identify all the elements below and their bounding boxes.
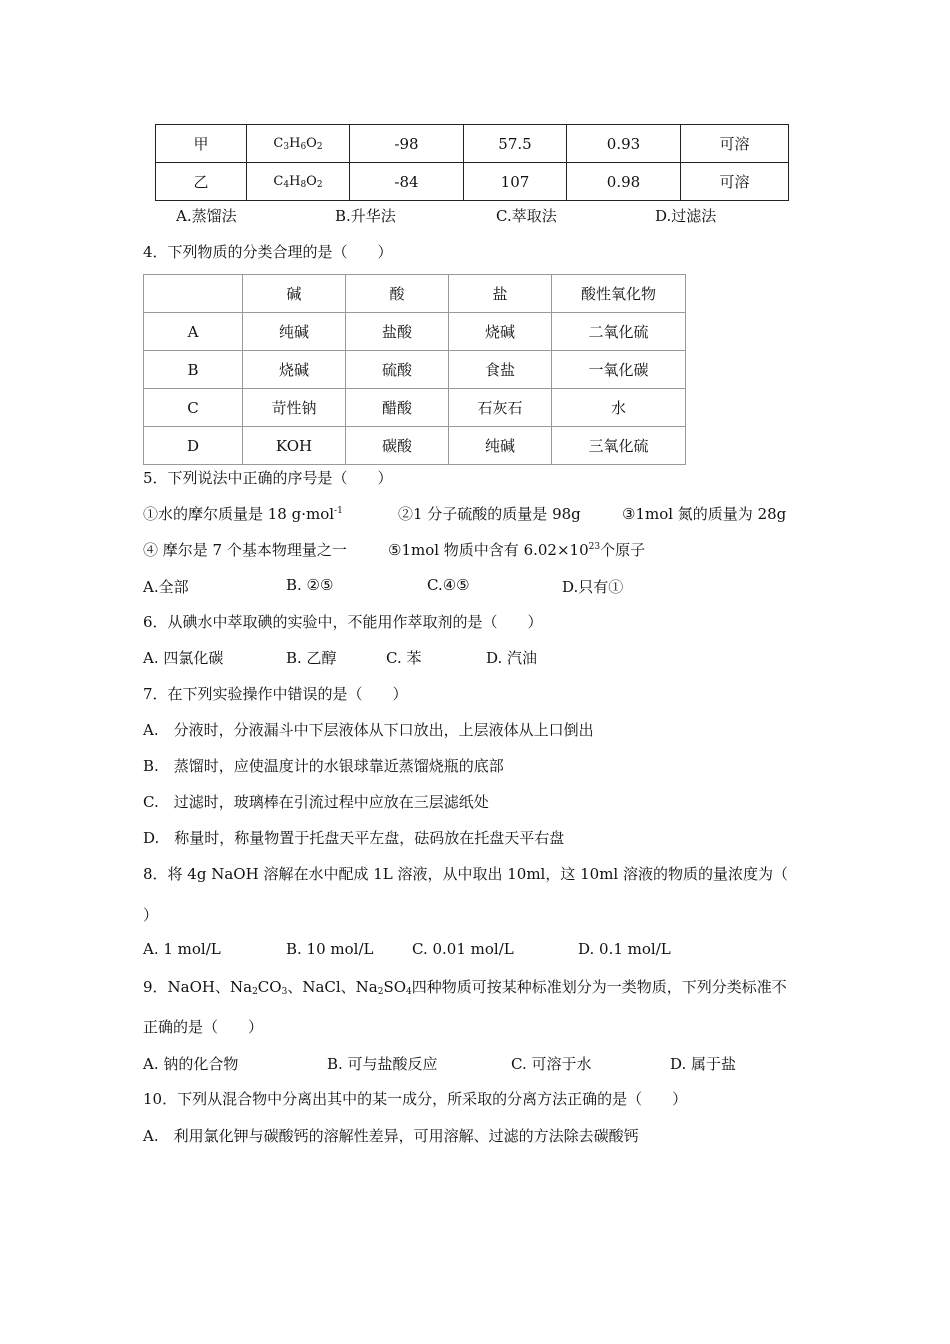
table-cell: -98 bbox=[350, 125, 464, 163]
q7-option-b: B. 蒸馏时，应使温度计的水银球靠近蒸馏烧瓶的底部 bbox=[143, 757, 504, 775]
table-cell: 0.93 bbox=[567, 125, 681, 163]
table-cell: 甲 bbox=[156, 125, 247, 163]
q3-option-b: B.升华法 bbox=[335, 207, 396, 225]
table-cell: 57.5 bbox=[464, 125, 567, 163]
q8-option-c: C. 0.01 mol/L bbox=[412, 940, 514, 958]
table-header-row bbox=[144, 275, 686, 313]
table-header: 酸性氧化物 bbox=[552, 275, 686, 313]
table-cell: 一氧化碳 bbox=[552, 351, 686, 389]
q7-option-a: A. 分液时，分液漏斗中下层液体从下口放出，上层液体从上口倒出 bbox=[143, 721, 594, 739]
question-10-stem: 10．下列从混合物中分离出其中的某一成分，所采取的分离方法正确的是（ ） bbox=[143, 1090, 688, 1108]
table-cell: KOH bbox=[243, 427, 346, 465]
table-cell: 石灰石 bbox=[449, 389, 552, 427]
table-cell: 可溶 bbox=[681, 163, 789, 201]
table-cell: 硫酸 bbox=[346, 351, 449, 389]
table-cell: 盐酸 bbox=[346, 313, 449, 351]
formula-cell: $C_3H_6O_2$ bbox=[247, 125, 350, 163]
q5-statement-1: ①水的摩尔质量是 18 g·mol$^{-1}$ bbox=[143, 505, 343, 523]
question-4-stem: 4．下列物质的分类合理的是（ ） bbox=[143, 243, 393, 261]
q5-statement-4: ④ 摩尔是 7 个基本物理量之一 bbox=[143, 541, 347, 559]
q3-option-c: C.萃取法 bbox=[496, 207, 557, 225]
table-row bbox=[144, 313, 686, 351]
q5-option-d: D.只有① bbox=[562, 578, 624, 596]
q6-option-c: C. 苯 bbox=[386, 649, 422, 667]
table-header bbox=[144, 275, 243, 313]
table-row bbox=[156, 125, 789, 163]
q8-option-b: B. 10 mol/L bbox=[286, 940, 374, 958]
q5-option-b: B. ②⑤ bbox=[286, 576, 334, 594]
question-9-stem: 9．NaOH、$Na_2CO_3$、NaCl、$Na_2SO_4$四种物质可按某种标准划分为一类物质，下列分类标准不 bbox=[143, 978, 787, 997]
property-table bbox=[155, 124, 789, 201]
q3-option-d: D.过滤法 bbox=[655, 207, 717, 225]
table-cell: 二氧化硫 bbox=[552, 313, 686, 351]
q7-option-d: D. 称量时，称量物置于托盘天平左盘，砝码放在托盘天平右盘 bbox=[143, 829, 565, 847]
table-header: 碱 bbox=[243, 275, 346, 313]
question-6-stem: 6．从碘水中萃取碘的实验中，不能用作萃取剂的是（ ） bbox=[143, 613, 543, 631]
table-header: 酸 bbox=[346, 275, 449, 313]
table-cell: 苛性钠 bbox=[243, 389, 346, 427]
table-cell: 可溶 bbox=[681, 125, 789, 163]
q9-option-c: C. 可溶于水 bbox=[511, 1055, 592, 1073]
q6-option-b: B. 乙醇 bbox=[286, 649, 337, 667]
table-cell: A bbox=[144, 313, 243, 351]
table-cell: 水 bbox=[552, 389, 686, 427]
table-cell: 纯碱 bbox=[243, 313, 346, 351]
q8-option-d: D. 0.1 mol/L bbox=[578, 940, 671, 958]
table-cell: 烧碱 bbox=[243, 351, 346, 389]
question-5-stem: 5．下列说法中正确的序号是（ ） bbox=[143, 469, 393, 487]
q8-option-a: A. 1 mol/L bbox=[143, 940, 221, 958]
question-8-stem: 8．将 4g NaOH 溶解在水中配成 1L 溶液，从中取出 10ml，这 10ml 溶液的物质的量浓度为（ bbox=[143, 865, 789, 883]
question-9-stem-cont: 正确的是（ ） bbox=[143, 1018, 264, 1036]
table-cell: 107 bbox=[464, 163, 567, 201]
table-cell: D bbox=[144, 427, 243, 465]
table-cell: 乙 bbox=[156, 163, 247, 201]
question-8-stem-cont: ） bbox=[143, 906, 159, 924]
classification-table bbox=[143, 274, 686, 465]
table-cell: 醋酸 bbox=[346, 389, 449, 427]
table-row bbox=[144, 389, 686, 427]
q5-option-c: C.④⑤ bbox=[427, 576, 470, 594]
table-cell: 纯碱 bbox=[449, 427, 552, 465]
table-cell: 三氧化硫 bbox=[552, 427, 686, 465]
q10-option-a: A. 利用氯化钾与碳酸钙的溶解性差异，可用溶解、过滤的方法除去碳酸钙 bbox=[143, 1127, 639, 1145]
table-cell: 0.98 bbox=[567, 163, 681, 201]
table-header: 盐 bbox=[449, 275, 552, 313]
table-cell: -84 bbox=[350, 163, 464, 201]
q7-option-c: C. 过滤时，玻璃棒在引流过程中应放在三层滤纸处 bbox=[143, 793, 489, 811]
q3-option-a: A.蒸馏法 bbox=[176, 207, 237, 225]
q9-option-a: A. 钠的化合物 bbox=[143, 1055, 239, 1073]
q6-option-a: A. 四氯化碳 bbox=[143, 649, 224, 667]
q5-option-a: A.全部 bbox=[143, 578, 189, 596]
q9-option-d: D. 属于盐 bbox=[670, 1055, 737, 1073]
q9-option-b: B. 可与盐酸反应 bbox=[327, 1055, 438, 1073]
table-cell: 碳酸 bbox=[346, 427, 449, 465]
table-cell: 食盐 bbox=[449, 351, 552, 389]
table-cell: 烧碱 bbox=[449, 313, 552, 351]
table-cell: B bbox=[144, 351, 243, 389]
q5-statement-5: ⑤1mol 物质中含有 $6.02\times 10^{23}$个原子 bbox=[388, 541, 646, 559]
formula-cell: $C_4H_8O_2$ bbox=[247, 163, 350, 201]
table-row bbox=[156, 163, 789, 201]
q5-statement-2: ②1 分子硫酸的质量是 98g bbox=[398, 505, 581, 523]
table-row bbox=[144, 351, 686, 389]
question-7-stem: 7．在下列实验操作中错误的是（ ） bbox=[143, 685, 408, 703]
q5-statement-3: ③1mol 氮的质量为 28g bbox=[622, 505, 787, 523]
table-row bbox=[144, 427, 686, 465]
table-cell: C bbox=[144, 389, 243, 427]
q6-option-d: D. 汽油 bbox=[486, 649, 538, 667]
